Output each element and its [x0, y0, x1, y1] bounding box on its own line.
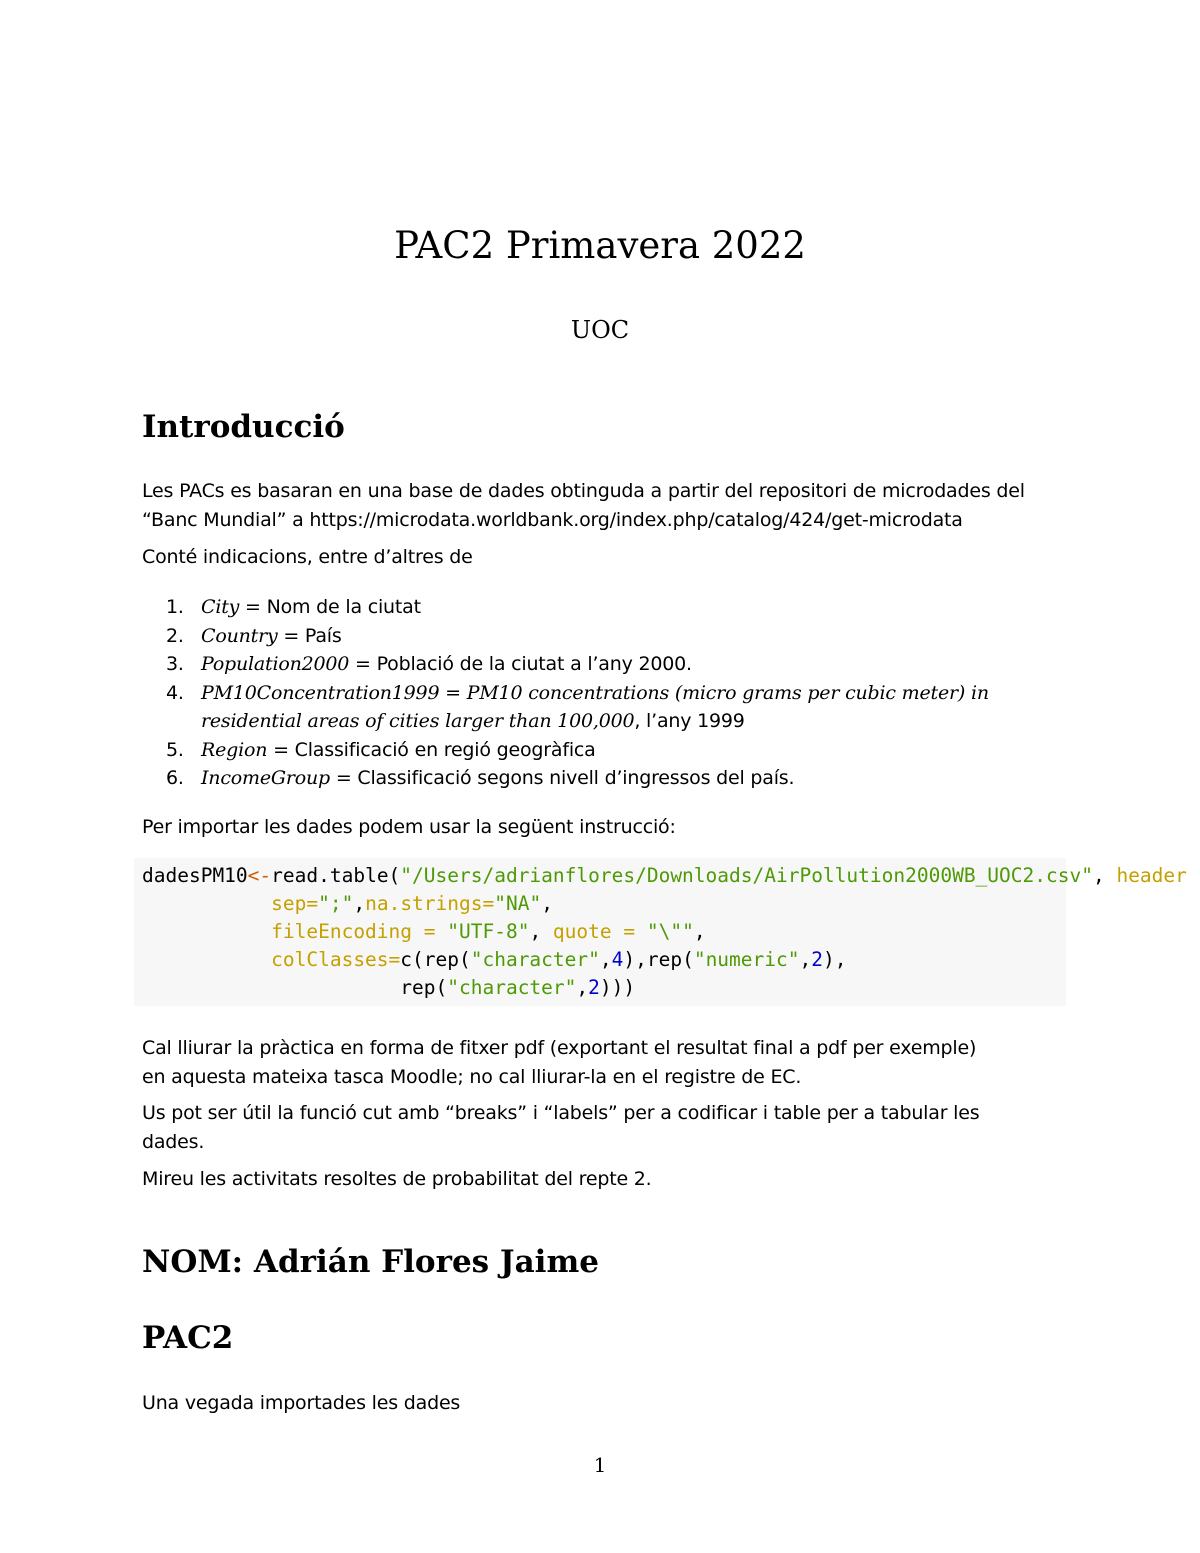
- section-heading-pac2: PAC2: [142, 1320, 234, 1356]
- document-author: UOC: [570, 316, 630, 344]
- variable-name: PM10Concentration1999 = PM10 concentrations (micro grams per cubic meter) in residential areas of cities larger than 100,000: [201, 681, 989, 732]
- page-number: 1: [593, 1453, 607, 1477]
- list-item: 5. Region = Classificació en regió geogràfica: [166, 738, 596, 761]
- variable-name: City: [201, 596, 240, 618]
- tips-paragraph: Us pot ser útil la funció cut amb “breaks” i “labels” per a codificar i table per a tabular les dades.: [142, 1102, 980, 1153]
- intro-paragraph-line2: “Banc Mundial” a https://microdata.worldbank.org/index.php/catalog/424/get-microdata: [142, 508, 963, 531]
- list-item: 3. Population2000 = Població de la ciutat a l’any 2000.: [166, 653, 692, 675]
- section-heading-introduccio: Introducció: [142, 409, 345, 445]
- list-item: 1. City = Nom de la ciutat: [166, 596, 421, 618]
- list-item: 2. Country = País: [166, 624, 342, 647]
- list-item: 6. IncomeGroup = Classificació segons nivell d’ingressos del país.: [166, 767, 795, 789]
- indications-paragraph: Conté indicacions, entre d’altres de: [142, 546, 473, 568]
- variables-list: [142, 593, 1060, 793]
- intro-paragraph: [142, 477, 1060, 534]
- list-item: 4. PM10Concentration1999 = PM10 concentrations (micro grams per cubic meter) in residential areas of cities larger than 100,000, l’any 1999: [166, 681, 989, 732]
- variable-name: Country: [201, 624, 278, 647]
- code-block: [134, 858, 1187, 1006]
- code-text: dadesPM10<-read.table("/Users/adrianflores/Downloads/AirPollution2000WB_UOC2.csv", header sep=";",na.strings="NA", fileEncoding = "UTF-8", quote = "\"", colClasses=c(rep("character",4),rep("numeric",2), rep("character",2))): [142, 864, 1187, 999]
- variable-name: Region: [201, 738, 268, 761]
- variable-name: IncomeGroup: [201, 767, 330, 789]
- pac2-paragraph: Una vegada importades les dades: [142, 1392, 461, 1414]
- import-instruction-paragraph: Per importar les dades podem usar la següent instrucció:: [142, 816, 676, 838]
- delivery-paragraph: Cal lliurar la pràctica en forma de fitxer pdf (exportant el resultat final a pdf per exemple) en aquesta mateixa tasca Moodle; no cal lliurar-la en el registre de EC.: [142, 1037, 977, 1088]
- section-heading-name: NOM: Adrián Flores Jaime: [142, 1244, 599, 1280]
- variable-name: Population2000: [201, 653, 350, 675]
- document-title: PAC2 Primavera 2022: [394, 224, 806, 267]
- activities-paragraph: Mireu les activitats resoltes de probabilitat del repte 2.: [142, 1168, 652, 1190]
- intro-paragraph-line1: Les PACs es basaran en una base de dades obtinguda a partir del repositori de microdades del: [142, 480, 1025, 502]
